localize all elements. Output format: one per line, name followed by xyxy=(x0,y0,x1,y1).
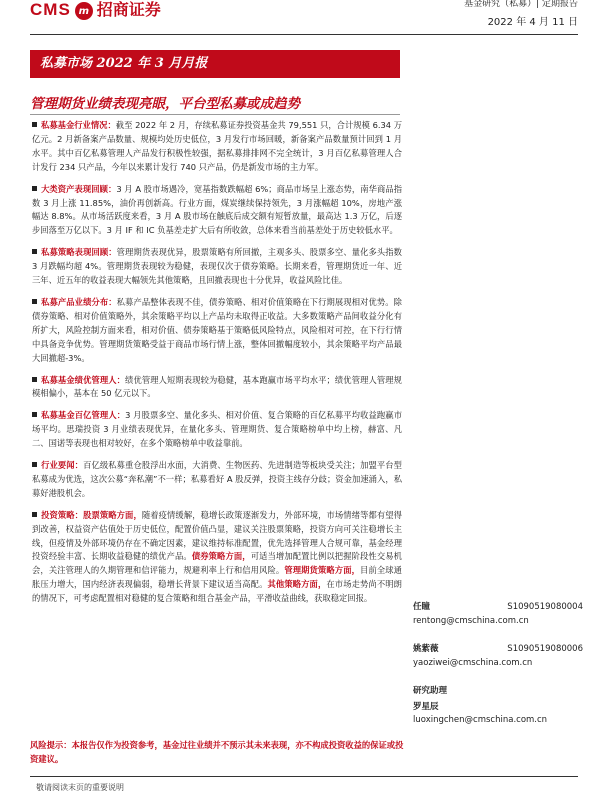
analyst-name: 姚紫薇 xyxy=(413,644,439,654)
analyst-card xyxy=(413,643,583,670)
section-strategy-review xyxy=(32,246,402,288)
report-date: 2022 年 4 月 11 日 xyxy=(487,17,578,28)
section-top-managers xyxy=(32,374,402,402)
analyst-email[interactable]: rentong@cmschina.com.cn xyxy=(413,615,529,626)
section-lead: 投资策略： xyxy=(41,509,84,520)
part-text: 随着疫情缓解，稳增长政策逐渐发力，外部环境，市场情绪等都有望得到改善，权益资产估值处于历史低位，配置价值凸显，建议关注股票策略，投资方向可关注稳增长主线，但疫情及外部环境仍存在不确定因素，建议维持标准配置，优先选择管理人合规可靠，基金经理投资经验丰富、长期收益稳健的绩优产品。 xyxy=(32,509,402,562)
bullet-icon xyxy=(32,377,37,382)
bullet-icon xyxy=(32,462,37,467)
part-lead: 管理期货策略方面， xyxy=(284,565,361,576)
assistant-card xyxy=(413,685,583,728)
company-logo xyxy=(30,0,161,20)
section-text: 截至 2022 年 2 月，存续私募证券投资基金共 79,551 只，合计规模 6.34 万亿元。2 月新备案产品数量、规模均处历史低位，3 月发行市场回暖，新备案产品数量预计回到 1 月水平。其中百亿私募管理人产品发行积极性较强，据私募排排网不完全统计，3 月百亿私募管理人合计发行 234 只产品，今年以来累计发行 740 只产品，仍是新发市场的主力军。 xyxy=(32,120,402,172)
section-news xyxy=(32,459,402,501)
section-large-managers xyxy=(32,409,402,451)
section-text: 3 月股票多空、量化多头、相对价值、复合策略的百亿私募平均收益跑赢市场平均。思瑞投资 3 月业绩表现优异，在量化多头、管理期货、复合策略榜单中均上榜，赫富、凡二、国诺等表现也相对较好，在多个策略榜单中收益靠前。 xyxy=(32,410,402,449)
section-lead: 大类资产表现回顾： xyxy=(41,183,117,194)
part-text: 可适当增加配置比例以把握阶段性交易机会，关注管理人的久期管理和信评能力，规避利率上行和信用风险。 xyxy=(32,551,402,576)
analyst-panel xyxy=(413,601,583,743)
logo-mark-icon: m xyxy=(75,2,93,20)
report-meta xyxy=(464,0,578,29)
section-industry xyxy=(32,119,402,175)
analyst-name: 任瞳 xyxy=(413,602,431,612)
section-lead: 私募基金行业情况： xyxy=(41,120,116,130)
bullet-icon xyxy=(32,249,37,254)
bullet-icon xyxy=(32,299,37,304)
section-lead: 行业要闻： xyxy=(41,460,84,471)
assistant-name: 罗星辰 xyxy=(413,701,439,712)
section-text: 管理期货表现优异，股票策略有所回撤，主观多头、股票多空、量化多头指数 3 月跌幅均超 4%。管理期货表现较为稳健，表现仅次于债券策略。长期来看，管理期货近一年、近三年、近五年的收益表现大幅领先其他策略，且回撤表现也十分优异，收益风险比佳。 xyxy=(32,247,402,286)
section-investment-strategy xyxy=(32,509,402,606)
section-lead: 私募产品业绩分布： xyxy=(41,296,117,307)
footer-divider xyxy=(30,776,578,777)
analyst-card xyxy=(413,601,583,628)
section-banner: 私募市场 2022 年 3 月月报 xyxy=(30,50,400,78)
section-performance xyxy=(32,296,402,366)
logo-chinese: 招商证券 xyxy=(96,0,161,19)
report-headline: 管理期货业绩表现亮眼，平台型私募或成趋势 xyxy=(30,96,300,112)
logo-latin: CMS xyxy=(30,0,71,19)
analyst-cert: S1090519080006 xyxy=(507,644,583,654)
header-divider xyxy=(30,34,578,35)
part-text: 在市场走势尚不明朗的情况下，可考虑配置相对稳健的复合策略和组合基金产品，平滑收益曲线，获取稳定回报。 xyxy=(32,579,402,604)
section-assets xyxy=(32,183,402,239)
bullet-icon xyxy=(32,122,37,127)
bullet-icon xyxy=(32,512,37,517)
bullet-icon xyxy=(32,412,37,417)
assistant-email[interactable]: luoxingchen@cmschina.com.cn xyxy=(413,715,548,725)
section-text: 私募产品整体表现不佳，债券策略、相对价值策略在下行期展现相对优势。除债券策略、相对价值策略外，其余策略平均以上产品均未取得正收益。大多数策略产品间收益分化有所扩大，风险控制方面来看，相对价值、债券策略基于策略低风险特点，风险相对可控，在下行行情中具备竞争优势。管理期货策略受益于商品市场行情上涨，整体回撤幅度较小，其余策略平均产品最大回撤超-3%。 xyxy=(32,296,402,363)
section-lead: 私募策略表现回顾： xyxy=(41,247,117,258)
headline-divider xyxy=(30,114,400,115)
footer-note: 敬请阅读末页的重要说明 xyxy=(36,783,124,792)
section-lead: 私募基金百亿管理人： xyxy=(41,410,126,421)
part-lead: 债券策略方面， xyxy=(191,551,251,562)
section-text: 百亿级私募重仓股浮出水面，大消费、生物医药、先进制造等板块受关注；加盟平台型私募成为优选，这次公募“奔私潮”不一样；私募看好 A 股反弹，投资主线存分歧；资金加速涌入，私募好港股机会。 xyxy=(32,460,402,498)
analyst-email[interactable]: yaoziwei@cmschina.com.cn xyxy=(413,657,533,668)
bullet-icon xyxy=(32,186,37,191)
analyst-cert: S1090519080004 xyxy=(507,602,583,612)
summary-body xyxy=(32,119,402,614)
part-text: 目前全球通胀压力增大，国内经济表现偏弱，稳增长背景下建议适当高配。 xyxy=(32,565,402,590)
section-text: 绩优管理人短期表现较为稳健，基本跑赢市场平均水平；绩优管理人管理规模相偏小，基本在 50 亿元以下。 xyxy=(32,374,402,399)
part-lead: 其他策略方面， xyxy=(267,579,327,590)
report-type: 基金研究（私募）| 定期报告 xyxy=(464,0,578,9)
risk-warning: 风险提示：本报告仅作为投资参考，基金过往业绩并不预示其未来表现，亦不构成投资收益的保证或投资建议。 xyxy=(30,740,404,764)
assistant-role: 研究助理 xyxy=(413,686,448,696)
section-lead: 私募基金绩优管理人： xyxy=(41,374,126,385)
section-text: 3 月 A 股市场遇冷，宽基指数跌幅超 6%；商品市场呈上涨态势，南华商品指数 3 月上涨 11.85%，油价再创新高。行业方面，煤炭继续保持领先，3 月涨幅超 10%，房地产涨幅达 8.8%。从市场活跃度来看，3 月 A 股市场在触底后成交额有短暂放量，最高达 1.3 万亿，后逐步回落至万亿以下。3 月 IF 和 IC 负基差走扩大后有所收敛，总体来看当前基差处于历史较低水平。 xyxy=(32,183,402,236)
part-lead: 股票策略方面， xyxy=(83,509,142,520)
